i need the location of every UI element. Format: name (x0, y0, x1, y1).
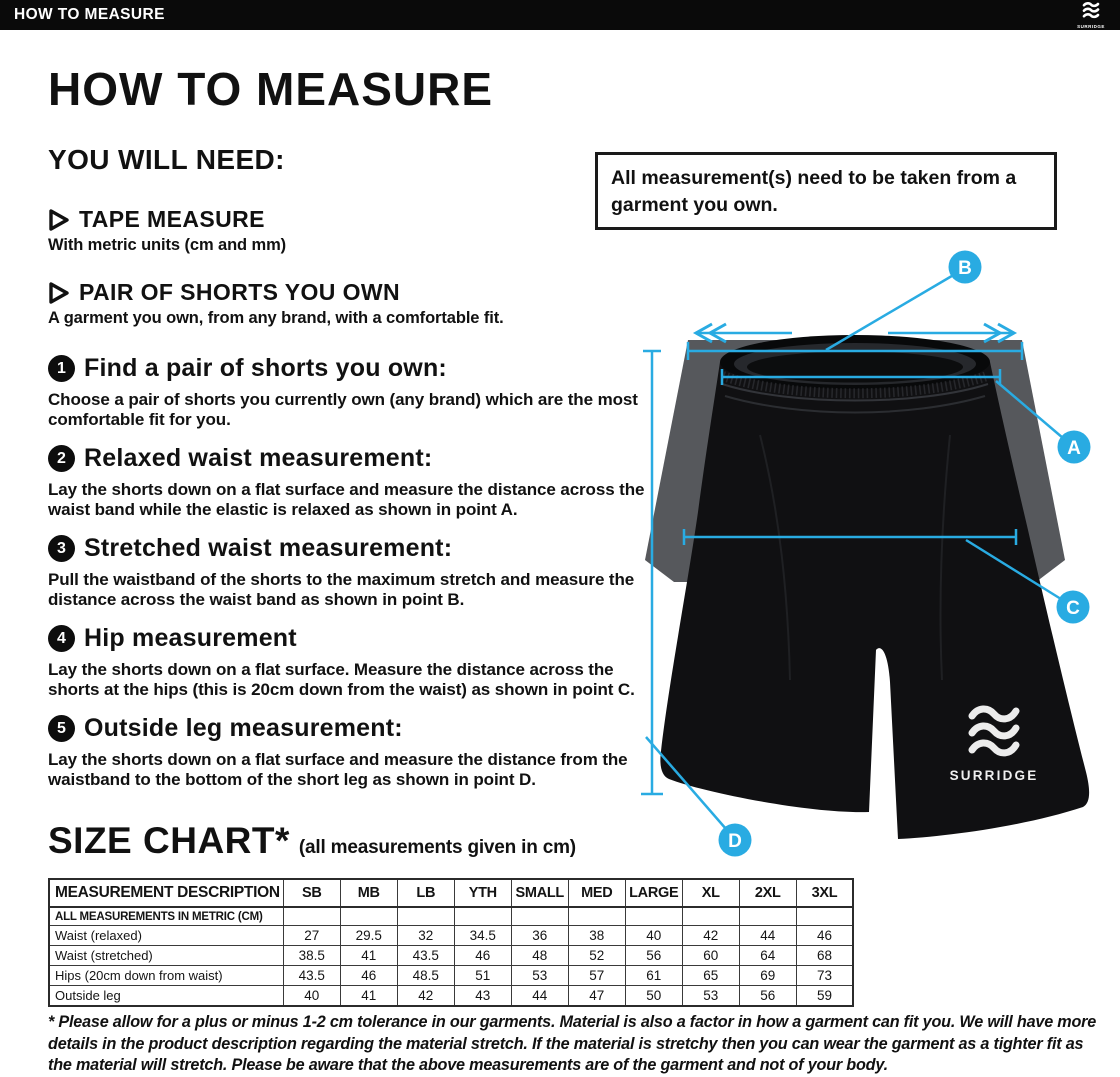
value-cell: 46 (796, 926, 853, 946)
column-header: LB (397, 879, 454, 907)
empty-cell (568, 907, 625, 926)
value-cell: 64 (739, 946, 796, 966)
measurement-note-box: All measurement(s) need to be taken from a garment you own. (595, 152, 1057, 230)
step-title: Hip measurement (84, 624, 297, 652)
point-c-label: C (1066, 598, 1080, 619)
value-cell: 69 (739, 966, 796, 986)
empty-cell (739, 907, 796, 926)
value-cell: 43.5 (283, 966, 340, 986)
value-cell: 41 (340, 946, 397, 966)
measure-step (48, 444, 658, 534)
value-cell: 47 (568, 986, 625, 1007)
table-row (49, 986, 853, 1007)
play-triangle-icon (48, 208, 70, 232)
value-cell: 68 (796, 946, 853, 966)
value-cell: 56 (739, 986, 796, 1007)
value-cell: 34.5 (454, 926, 511, 946)
size-chart-header-row (49, 879, 853, 907)
value-cell: 43 (454, 986, 511, 1007)
step-description: Lay the shorts down on a flat surface and measure the distance across the waist band while the elastic is relaxed as shown in point A. (48, 480, 645, 519)
value-cell: 48.5 (397, 966, 454, 986)
column-header: XL (682, 879, 739, 907)
value-cell: 53 (682, 986, 739, 1007)
surridge-logo (1069, 2, 1113, 29)
step-description: Lay the shorts down on a flat surface and measure the distance from the waistband to the bottom of the short leg as shown in point D. (48, 750, 628, 789)
column-header: MED (568, 879, 625, 907)
point-b-label: B (958, 258, 972, 279)
surridge-logo-text: SURRIDGE (1077, 24, 1105, 29)
value-cell: 65 (682, 966, 739, 986)
value-cell: 43.5 (397, 946, 454, 966)
column-header: LARGE (625, 879, 682, 907)
need-item-title: TAPE MEASURE (79, 206, 265, 232)
empty-cell (682, 907, 739, 926)
step-number-badge: 4 (48, 625, 75, 652)
column-header: MB (340, 879, 397, 907)
value-cell: 51 (454, 966, 511, 986)
size-chart-subtitle: (all measurements given in cm) (298, 837, 576, 858)
value-cell: 42 (682, 926, 739, 946)
empty-cell (340, 907, 397, 926)
value-cell: 41 (340, 986, 397, 1007)
step-number-badge: 5 (48, 715, 75, 742)
size-chart-title: SIZE CHART* (48, 820, 290, 861)
measure-step (48, 534, 658, 624)
need-item-shorts (48, 279, 504, 328)
step-description: Pull the waistband of the shorts to the maximum stretch and measure the distance across the waist band as shown in point B. (48, 570, 635, 609)
shorts-measurement-figure (640, 250, 1120, 860)
surridge-s-icon (1081, 2, 1101, 19)
empty-cell (397, 907, 454, 926)
value-cell: 40 (625, 926, 682, 946)
empty-cell (796, 907, 853, 926)
size-chart-heading (48, 820, 576, 862)
value-cell: 50 (625, 986, 682, 1007)
top-bar-title: HOW TO MEASURE (14, 6, 165, 23)
step-number-badge: 3 (48, 535, 75, 562)
row-label: Waist (stretched) (49, 946, 283, 966)
row-label: Hips (20cm down from waist) (49, 966, 283, 986)
value-cell: 32 (397, 926, 454, 946)
steps (48, 354, 658, 804)
table-row (49, 926, 853, 946)
value-cell: 53 (511, 966, 568, 986)
line-d-outside-leg (641, 351, 663, 794)
step-title: Outside leg measurement: (84, 714, 403, 742)
table-row (49, 966, 853, 986)
need-item-desc: With metric units (cm and mm) (48, 236, 287, 254)
step-title: Stretched waist measurement: (84, 534, 453, 562)
point-d-label: D (728, 831, 742, 852)
column-header: SMALL (511, 879, 568, 907)
size-chart-table (48, 878, 854, 1007)
value-cell: 40 (283, 986, 340, 1007)
value-cell: 27 (283, 926, 340, 946)
value-cell: 44 (511, 986, 568, 1007)
empty-cell (625, 907, 682, 926)
column-header: 2XL (739, 879, 796, 907)
column-header: SB (283, 879, 340, 907)
page-title: HOW TO MEASURE (48, 63, 494, 115)
value-cell: 38 (568, 926, 625, 946)
row-label: Waist (relaxed) (49, 926, 283, 946)
shorts-illustration (640, 250, 1120, 860)
empty-cell (283, 907, 340, 926)
value-cell: 46 (454, 946, 511, 966)
value-cell: 56 (625, 946, 682, 966)
column-header: 3XL (796, 879, 853, 907)
table-row (49, 946, 853, 966)
value-cell: 52 (568, 946, 625, 966)
value-cell: 42 (397, 986, 454, 1007)
metric-note-cell: ALL MEASUREMENTS IN METRIC (CM) (49, 907, 283, 926)
step-title: Find a pair of shorts you own: (84, 354, 447, 382)
measure-step (48, 714, 658, 804)
value-cell: 46 (340, 966, 397, 986)
value-cell: 29.5 (340, 926, 397, 946)
tolerance-footnote: * Please allow for a plus or minus 1-2 cm tolerance in our garments. Material is also a factor in how a garment can fit you. We will have more details in the product description regarding the material stretch. If the material is stretchy then you can wear the garment as a tighter fit as the material will stretch. Please be aware that the above measurements are of the garment and not of your body. (48, 1013, 1097, 1074)
shorts-logo-text: SURRIDGE (949, 768, 1039, 783)
point-a-label: A (1067, 438, 1081, 459)
measure-step (48, 624, 658, 714)
need-item-title: PAIR OF SHORTS YOU OWN (79, 279, 401, 305)
value-cell: 61 (625, 966, 682, 986)
need-item-tape-measure (48, 206, 286, 255)
value-cell: 36 (511, 926, 568, 946)
step-description: Choose a pair of shorts you currently own (any brand) which are the most comfortable fit for you. (48, 390, 638, 429)
value-cell: 59 (796, 986, 853, 1007)
metric-note-row (49, 907, 853, 926)
you-will-need-heading: YOU WILL NEED: (48, 144, 285, 175)
measure-step (48, 354, 658, 444)
value-cell: 60 (682, 946, 739, 966)
step-number-badge: 1 (48, 355, 75, 382)
column-header: MEASUREMENT DESCRIPTION (49, 879, 283, 907)
step-description: Lay the shorts down on a flat surface. Measure the distance across the shorts at the hips (this is 20cm down from the waist) as shown in point C. (48, 660, 635, 699)
value-cell: 57 (568, 966, 625, 986)
row-label: Outside leg (49, 986, 283, 1007)
top-bar (0, 0, 1120, 30)
value-cell: 73 (796, 966, 853, 986)
need-item-desc: A garment you own, from any brand, with a comfortable fit. (48, 309, 504, 327)
value-cell: 38.5 (283, 946, 340, 966)
value-cell: 48 (511, 946, 568, 966)
value-cell: 44 (739, 926, 796, 946)
play-triangle-icon (48, 281, 70, 305)
empty-cell (454, 907, 511, 926)
column-header: YTH (454, 879, 511, 907)
step-number-badge: 2 (48, 445, 75, 472)
step-title: Relaxed waist measurement: (84, 444, 433, 472)
empty-cell (511, 907, 568, 926)
